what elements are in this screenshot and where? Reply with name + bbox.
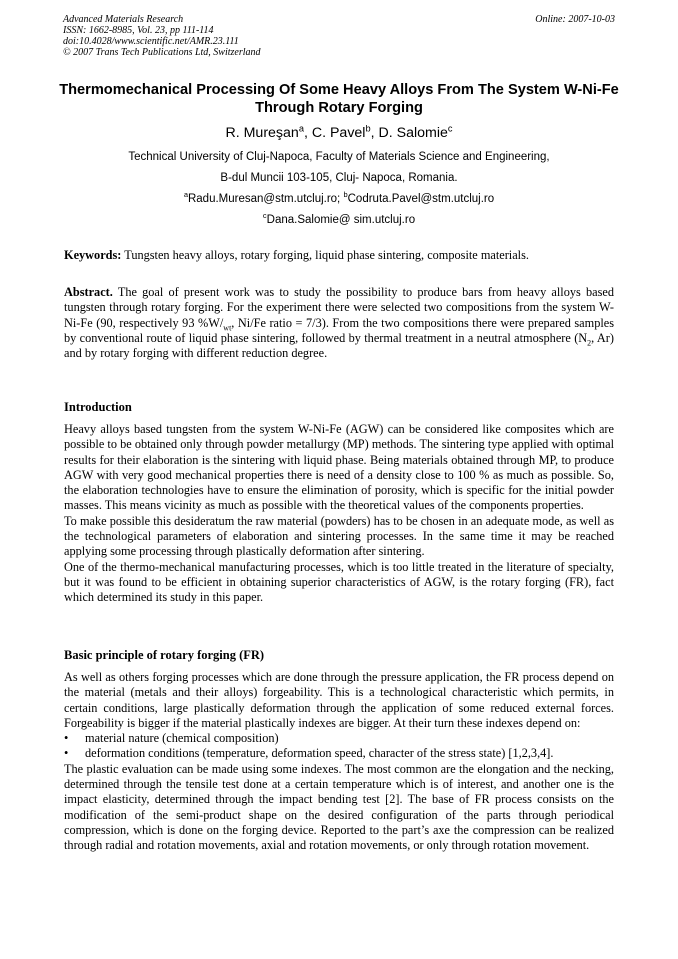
section-heading-basic-principle: Basic principle of rotary forging (FR) [64,648,265,662]
abstract-text: The goal of present work was to study the possibility to produce bars from heavy alloys based tungsten through rotary forging. For the experiment there were selected two compositions from the system W-Ni-Fe (90, respectively 93 %W/ [64,285,614,330]
email-a[interactable]: Radu.Muresan@stm.utcluj.ro; [187,193,341,205]
section-heading-introduction: Introduction [64,400,132,414]
bullet-item: • deformation conditions (temperature, deformation speed, character of the stress state) [1,2,3,4]. [64,746,614,761]
introduction-body [64,422,614,606]
online-date: Online: 2007-10-03 [535,14,615,25]
bullet-list [64,731,614,762]
paragraph: The plastic evaluation can be made using some indexes. The most common are the elongation and the necking, determined through the tensile test done at a certain temperature which is of interest, and another one is the impact elasticity, determined through the impact bending test [2]. The base of FR process consists on the modification of the semi-product shape on the desired configuration of the parts through periodical compression, which is done on the forging device. Reported to the part’s axe the compression can be realized through radial and rotation movements, axial and rotation movements, or only through rotation movement. [64,761,614,853]
author-list: R. Mureşan$^a$, C. Pavel$^b$, D. Salomie$^c$ [225,123,453,141]
basic-principle-body [64,670,614,854]
paragraph: One of the thermo-mechanical manufacturing processes, which is too little treated in the literature of specialty, but it was found to be efficient in obtaining superior characteristics of AGW, is the rotary forging (FR), fact which determined its study in this paper. [64,559,614,605]
keywords-text: Tungsten heavy alloys, rotary forging, liquid phase sintering, composite materials. [124,248,529,262]
author-name: C. Pavel [311,125,366,141]
abstract-text: , Ar) and by rotary forging with different reduction degree. [64,330,614,361]
email-sup: b [343,190,348,200]
abstract-text: , Ni/Fe ratio = 7/3). From the two compositions there were prepared samples by conventional route of liquid phase sintering, followed by thermal treatment in a neutral atmosphere (N [64,315,615,345]
paragraph: Heavy alloys based tungsten from the system W-Ni-Fe (AGW) can be considered like composites which are possible to be obtained only through powder metallurgy (MP) methods. The sintering type applied with optimal results for their elaboration is the sintering with liquid phase. Being materials obtained through MP, to produce AGW with very good mechanical properties there is need of a density close to 100 % as much as possible. So, the elaboration technologies have to ensure the elimination of porosity, which is specific for the initial powder masses. This means vicinity as much as possible with the theoretical values of the components properties. [64,422,614,513]
keywords [64,248,614,263]
email-b[interactable]: Codruta.Pavel@stm.utcluj.ro [347,193,495,205]
affiliation-line-1: Technical University of Cluj-Napoca, Faculty of Materials Science and Engineering, [128,151,550,163]
journal-name: Advanced Materials Research [63,14,184,25]
issn-line: ISSN: 1662-8985, Vol. 23, pp 111-114 [63,25,214,36]
paper-title: Thermomechanical Processing Of Some Heavy Alloys From The System W-Ni-Fe Through Rotary Forging [59,82,619,116]
affiliation-line-2: B-dul Muncii 103-105, Cluj- Napoca, Romania. [220,172,458,184]
journal-header [63,14,615,58]
paragraph: As well as others forging processes which are done through the pressure application, the FR process depend on the material (metals and their alloys) forgeability. This is a technological characteristic which permits, in certain conditions, large plastically deformation through the application of some reduced external forces. Forgeability is bigger if the material plastically indexes are bigger. At their turn these indexes depend on: [64,670,614,730]
author-sup: c [447,123,453,134]
abstract [64,285,614,361]
copyright-line: © 2007 Trans Tech Publications Ltd, Switzerland [63,47,261,58]
abstract-sub: wt [223,323,232,333]
author-sup: a [298,123,304,134]
author-name: R. Mureşan [225,125,299,141]
doi-line: doi:10.4028/www.scientific.net/AMR.23.111 [63,36,239,47]
author-sup: b [365,123,371,134]
email-sup: c [262,211,267,221]
email-sup: a [183,190,188,200]
abstract-sub: 2 [587,338,592,348]
email-line [0,192,678,206]
email-c[interactable]: Dana.Salomie@ sim.utcluj.ro [266,214,416,226]
keywords-label: Keywords: [64,248,122,262]
author-name: D. Salomie [378,125,448,141]
abstract-label: Abstract. [64,285,113,299]
email-line-2 [0,213,678,227]
bullet-item: • material nature (chemical composition) [64,731,614,746]
paragraph: To make possible this desideratum the raw material (powders) has to be chosen in an adequate mode, as well as the technological parameters of elaboration and sintering processes. In the same time it may be reached applying some processing through plastically deformation after sintering. [64,513,614,559]
